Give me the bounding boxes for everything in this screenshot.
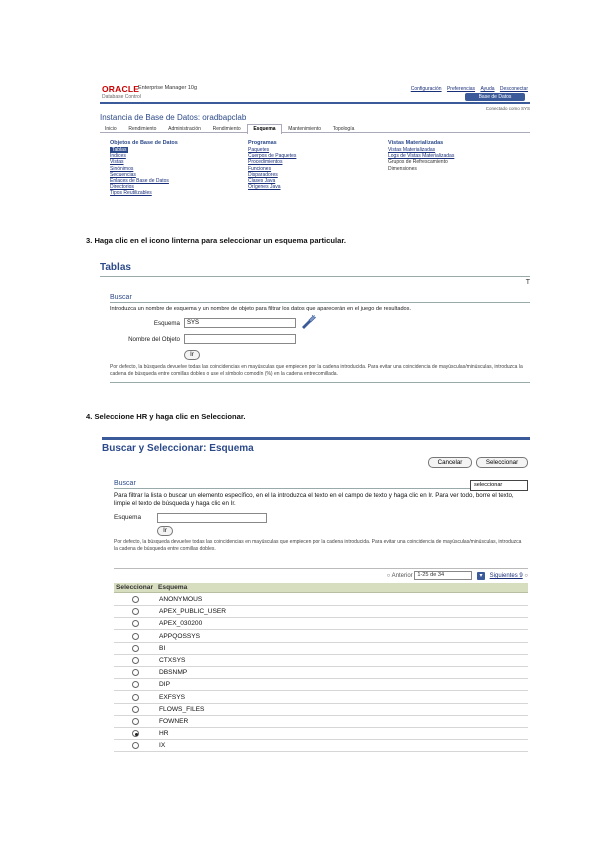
mviews-column <box>388 140 454 172</box>
link-desconectar[interactable]: Desconectar <box>499 86 528 92</box>
buscar-header: Buscar <box>114 480 136 487</box>
select-radio[interactable] <box>132 718 139 725</box>
link-disparadores[interactable]: Disparadores <box>248 171 278 178</box>
page-title: Tablas <box>100 262 131 273</box>
subtab-bar <box>100 124 530 133</box>
link-configuracion[interactable]: Configuración <box>410 86 442 92</box>
buscar-header: Buscar <box>110 294 132 301</box>
right-mark: T <box>525 279 530 286</box>
table-row[interactable] <box>114 667 528 679</box>
schema-name: FOWNER <box>159 718 189 725</box>
link-origenes-java[interactable]: Orígenes Java <box>248 184 281 191</box>
select-radio[interactable] <box>132 694 139 701</box>
subtab-rendimiento-2[interactable]: Rendimiento <box>212 126 241 132</box>
programs-column <box>248 140 296 190</box>
link-clases-java[interactable]: Clases Java <box>248 178 276 185</box>
link-funciones[interactable]: Funciones <box>248 165 272 172</box>
link-logs-vistas[interactable]: Logs de Vistas Materializadas <box>388 153 455 160</box>
connection-label: Conectado como SYS <box>485 106 530 111</box>
select-radio[interactable] <box>132 645 139 652</box>
page-range-select[interactable]: 1-25 de 34 <box>414 571 472 580</box>
link-ayuda[interactable]: Ayuda <box>480 86 495 92</box>
link-grupos-refresco[interactable]: Grupos de Refrescamiento <box>388 159 448 166</box>
search-intro: Para filtrar la lista o buscar un elemento específico, en el la introduzca el texto en el campo de texto y haga clic en Ir. Para ver todo, borre el texto, limpie el texto de búsqueda y haga clic en Ir. <box>114 492 514 507</box>
flashlight-icon[interactable] <box>300 315 316 329</box>
table-row[interactable] <box>114 740 528 752</box>
header-rule <box>100 102 530 104</box>
subtab-topologia[interactable]: Topología <box>332 126 355 132</box>
link-sinonimos[interactable]: Sinónimos <box>110 165 134 172</box>
tab-base-de-datos[interactable]: Base de Datos <box>465 93 525 101</box>
product-subtitle: Database Control <box>102 94 141 100</box>
chevron-down-icon[interactable]: ▾ <box>477 572 485 580</box>
select-radio[interactable] <box>132 706 139 713</box>
subtab-administracion[interactable]: Administración <box>168 126 201 132</box>
buscar-seleccionar-screenshot <box>100 437 530 757</box>
table-row[interactable] <box>114 728 528 740</box>
db-objects-column <box>110 140 178 197</box>
select-radio[interactable] <box>132 742 139 749</box>
schema-name: ANONYMOUS <box>159 596 203 603</box>
link-directorios[interactable]: Directorios <box>110 184 134 191</box>
object-name-label: Nombre del Objeto <box>128 336 180 343</box>
schema-name: APEX_030200 <box>159 620 203 628</box>
table-row[interactable] <box>114 643 528 655</box>
select-radio[interactable] <box>132 596 139 603</box>
pagination-bar <box>114 568 528 581</box>
select-radio[interactable] <box>132 730 139 737</box>
select-radio[interactable] <box>132 681 139 688</box>
page-title: Buscar y Seleccionar: Esquema <box>102 443 254 454</box>
object-name-input[interactable] <box>184 334 296 344</box>
search-note: Por defecto, la búsqueda devuelve todas las coincidencias en mayúsculas que empiecen por la cadena introducida. Para evitar una coincidencia de mayúsculas/minúsculas, introduzca la cadena de búsqueda entre comillas dobles o use el símbolo comodín (%) en la cadena entrecomillada. <box>110 364 523 377</box>
table-row[interactable] <box>114 704 528 716</box>
step-3-instruction: 3. Haga clic en el icono linterna para seleccionar un esquema particular. <box>86 236 346 245</box>
link-secuencias[interactable]: Secuencias <box>110 171 136 178</box>
pagination-controls <box>387 571 528 580</box>
link-vistas-materializadas[interactable]: Vistas Materializadas <box>388 147 436 153</box>
schema-input[interactable]: SYS <box>184 318 296 328</box>
mviews-header: Vistas Materializadas <box>388 140 444 146</box>
link-cuerpos-paquetes[interactable]: Cuerpos de Paquetes <box>248 153 297 160</box>
subtab-inicio[interactable]: Inicio <box>105 126 117 132</box>
table-row[interactable] <box>114 655 528 667</box>
results-table-header <box>114 583 528 593</box>
global-links <box>407 86 528 92</box>
table-row[interactable] <box>114 606 528 618</box>
link-tablas[interactable]: Tablas <box>112 147 127 153</box>
tablas-screenshot <box>100 262 530 387</box>
table-row[interactable] <box>114 594 528 606</box>
link-indices[interactable]: Índices <box>110 153 126 160</box>
link-paquetes[interactable]: Paquetes <box>248 147 270 153</box>
title-rule <box>100 276 530 277</box>
subtab-mantenimiento[interactable]: Mantenimiento <box>288 126 322 132</box>
table-row[interactable] <box>114 631 528 643</box>
schema-name: FLOWS_FILES <box>159 705 205 713</box>
select-radio[interactable] <box>132 669 139 676</box>
schema-label: Esquema <box>153 320 180 327</box>
buscar-rule <box>110 302 530 303</box>
search-note: Por defecto, la búsqueda devuelve todas las coincidencias en mayúsculas que empiecen por la cadena introducida. Para evitar una coincidencia de mayúsculas/minúsculas, introduzca la cadena de búsqueda entre comillas dobles. <box>114 539 522 553</box>
search-intro: Introduzca un nombre de esquema y un nombre de objeto para filtrar los datos que aparecerán en el juego de resultados. <box>110 306 412 312</box>
subtab-rendimiento[interactable]: Rendimiento <box>128 126 157 132</box>
schema-name: CTXSYS <box>159 657 186 664</box>
select-radio[interactable] <box>132 633 139 640</box>
select-radio[interactable] <box>132 657 139 664</box>
schema-name: HR <box>159 730 169 738</box>
subtab-esquema[interactable]: Esquema <box>247 124 281 134</box>
col-schema-header: Esquema <box>158 584 188 591</box>
select-button[interactable]: Seleccionar <box>476 457 528 468</box>
next-icon[interactable]: ○ <box>524 573 528 580</box>
bottom-rule <box>110 382 530 383</box>
select-radio[interactable] <box>132 608 139 615</box>
top-bar <box>102 437 530 440</box>
go-button[interactable]: Ir <box>184 350 200 360</box>
schema-name: EXFSYS <box>159 693 186 701</box>
buscar-rule <box>114 488 524 489</box>
cancel-button[interactable]: Cancelar <box>428 457 472 468</box>
link-dimensiones[interactable]: Dimensiones <box>388 165 417 172</box>
product-name: Enterprise Manager 10g <box>138 85 198 91</box>
schema-name: APPQOSSYS <box>159 632 201 640</box>
previous-link[interactable]: Anterior <box>391 573 413 580</box>
step-4-instruction: 4. Seleccione HR y haga clic en Seleccionar. <box>86 412 246 421</box>
schema-name: DIP <box>159 681 170 689</box>
go-button[interactable]: Ir <box>157 526 173 536</box>
schema-label: Esquema <box>114 514 141 521</box>
table-row[interactable] <box>114 618 528 630</box>
link-enlaces-bd[interactable]: Enlaces de Base de Datos <box>110 178 169 185</box>
link-preferencias[interactable]: Preferencias <box>446 86 476 92</box>
schema-name: BI <box>159 644 166 652</box>
schema-name: APEX_PUBLIC_USER <box>159 608 227 616</box>
oracle-logo: ORACLE <box>102 84 140 94</box>
select-radio[interactable] <box>132 620 139 627</box>
oem-schema-screenshot <box>100 84 530 206</box>
schema-name: IX <box>159 742 166 750</box>
col-select-header: Seleccionar <box>116 584 154 591</box>
db-objects-header: Objetos de Base de Datos <box>110 140 178 146</box>
table-row[interactable] <box>114 716 528 728</box>
programs-header: Programas <box>248 140 277 146</box>
instance-title: Instancia de Base de Datos: oradbapclab <box>100 113 247 122</box>
link-procedimientos[interactable]: Procedimientos <box>248 159 283 166</box>
select-box[interactable]: seleccionar <box>470 480 528 491</box>
next-link[interactable]: Siguientes 9 <box>489 573 523 580</box>
schema-name: DBSNMP <box>159 669 188 677</box>
previous-icon: ○ <box>386 573 391 580</box>
link-vistas[interactable]: Vistas <box>110 159 124 166</box>
table-row[interactable] <box>114 692 528 704</box>
schema-input[interactable] <box>157 513 267 523</box>
link-tipos[interactable]: Tipos Reutilizables <box>110 190 152 197</box>
table-row[interactable] <box>114 679 528 691</box>
